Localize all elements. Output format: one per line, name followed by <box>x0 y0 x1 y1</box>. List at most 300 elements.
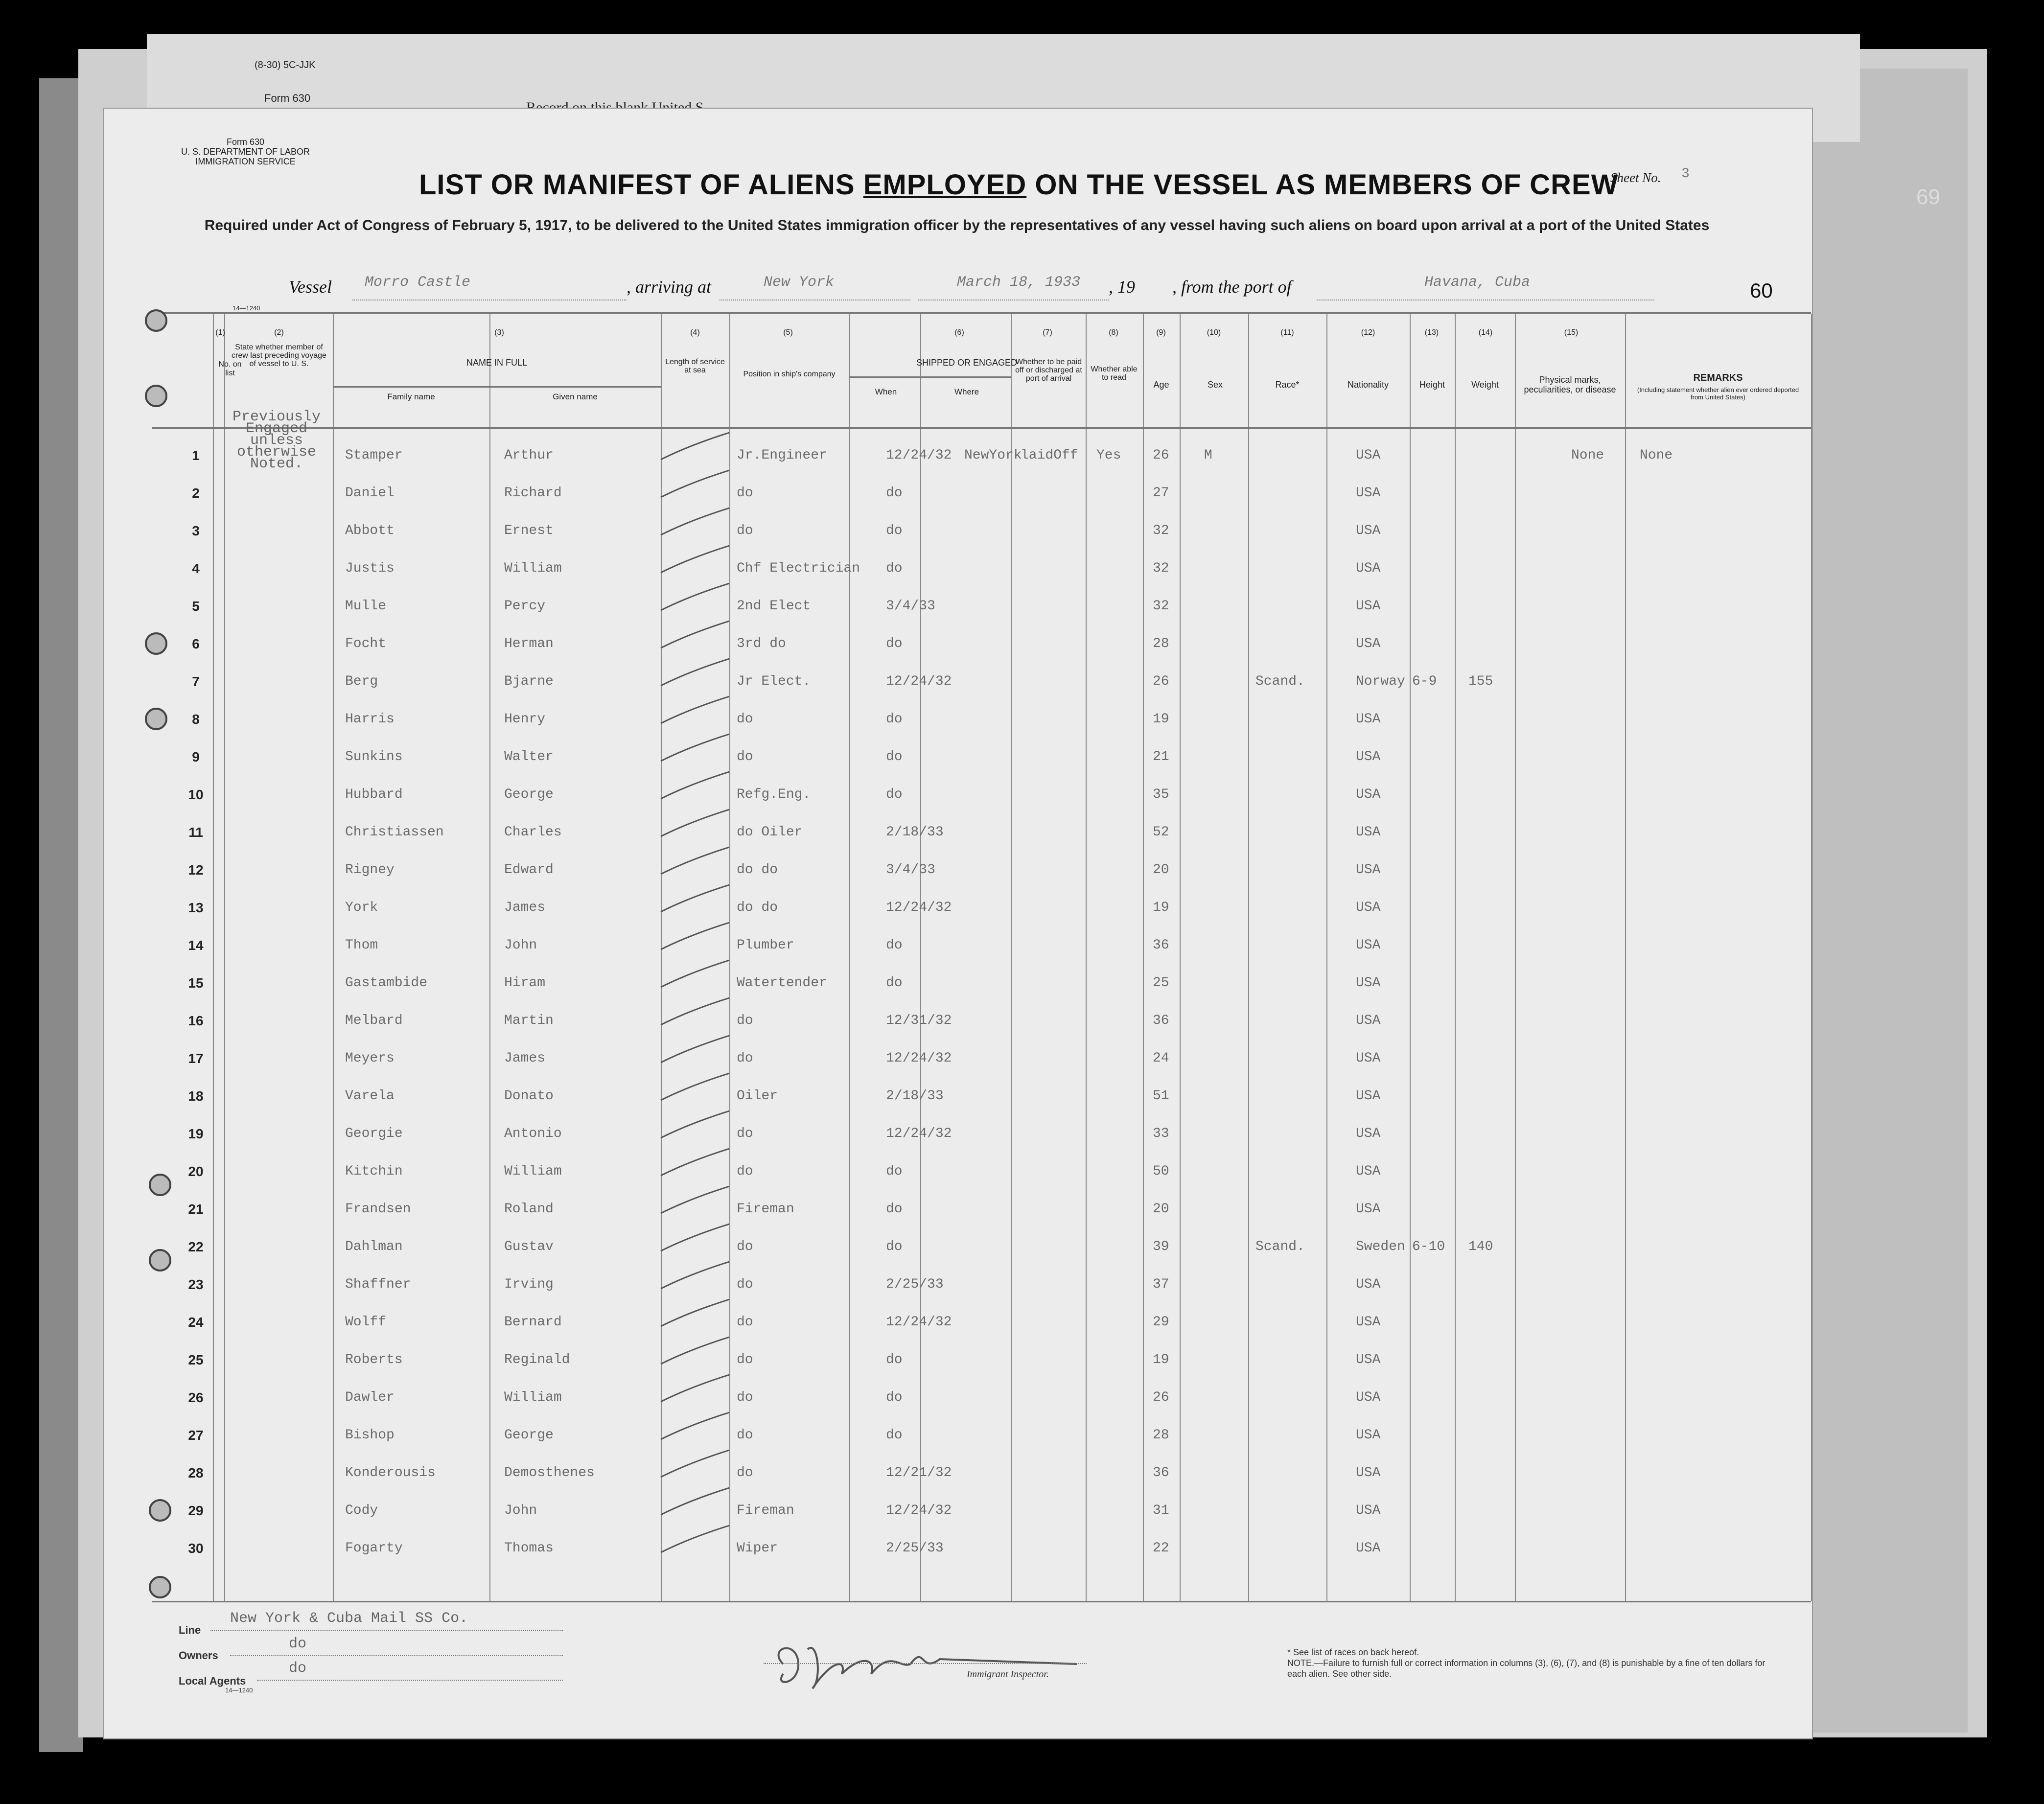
cell-nat: USA <box>1356 900 1381 915</box>
table-row <box>152 1114 1811 1152</box>
binder-hole <box>145 708 167 730</box>
cell-nat: USA <box>1356 599 1381 614</box>
service-tick-mark <box>656 1033 734 1067</box>
cell-age: 28 <box>1153 1428 1169 1443</box>
row-number: 27 <box>188 1428 204 1443</box>
service-tick-mark <box>656 807 734 841</box>
cell-given: Edward <box>504 862 554 878</box>
underlying-form-code: (8-30) 5C-JJK <box>255 60 316 70</box>
cell-age: 32 <box>1153 523 1169 538</box>
header-divider <box>152 427 1811 429</box>
cell-family: Fogarty <box>345 1541 403 1556</box>
cell-age: 36 <box>1153 1013 1169 1028</box>
cell-position: do <box>737 749 753 764</box>
binder-hole <box>149 1249 171 1272</box>
col-header-label: Physical marks, peculiarities, or disease <box>1524 375 1616 394</box>
cell-given: Hiram <box>504 975 546 991</box>
cell-age: 36 <box>1153 1465 1169 1480</box>
cell-family: Dawler <box>345 1390 395 1405</box>
row-number: 15 <box>188 975 204 991</box>
cell-given: William <box>504 1390 562 1405</box>
cell-when: 12/24/32 <box>886 448 952 463</box>
cell-position: Plumber <box>737 938 794 953</box>
cell-when: do <box>886 1390 903 1405</box>
service-tick-mark <box>656 468 734 502</box>
row-number: 18 <box>188 1088 204 1104</box>
cell-age: 22 <box>1153 1541 1169 1556</box>
service-tick-mark <box>656 1259 734 1294</box>
cell-age: 29 <box>1153 1315 1169 1330</box>
cell-nat: Norway <box>1356 674 1405 689</box>
cell-position: Oiler <box>737 1088 778 1104</box>
col-header-num: (5) <box>783 328 793 337</box>
cell-family: Meyers <box>345 1051 395 1066</box>
cell-age: 32 <box>1153 561 1169 576</box>
cell-when: do <box>886 938 903 953</box>
col-header-label: SHIPPED OR ENGAGED <box>916 358 1018 368</box>
stamp-line: Form 630 <box>227 137 265 147</box>
cell-given: William <box>504 1164 562 1179</box>
cell-position: 3rd do <box>737 636 786 651</box>
col-header-num: (12) <box>1361 328 1375 337</box>
table-row <box>152 1227 1811 1265</box>
row-number: 1 <box>192 448 200 463</box>
service-tick-mark <box>656 694 734 728</box>
cell-nat: USA <box>1356 787 1381 802</box>
col-header-label: State whether member of crew last preceding voyage of vessel to U. S. <box>232 343 326 368</box>
cell-family: Christiassen <box>345 825 444 840</box>
service-tick-mark <box>656 543 734 578</box>
cell-age: 31 <box>1153 1503 1169 1518</box>
cell-nat: USA <box>1356 1390 1381 1405</box>
cell-age: 35 <box>1153 787 1169 802</box>
corner-number: 60 <box>1750 279 1773 302</box>
cell-position: do <box>737 1164 753 1179</box>
col-header-label: Sex <box>1207 380 1223 390</box>
service-tick-mark <box>656 920 734 954</box>
col-header-label: Nationality <box>1347 380 1389 390</box>
row-number: 29 <box>188 1503 204 1518</box>
fill-line <box>764 1663 1087 1664</box>
cell-when: do <box>886 749 903 764</box>
cell-family: Rigney <box>345 862 395 878</box>
cell-given: Arthur <box>504 448 554 463</box>
col-header-sub: Where <box>954 387 979 396</box>
col-header-num: (9) <box>1156 328 1166 337</box>
header-divider <box>849 376 1011 378</box>
table-row <box>152 474 1811 511</box>
cell-given: Percy <box>504 599 546 614</box>
service-tick-mark <box>656 1071 734 1105</box>
form-code: 14—1240 <box>232 304 260 312</box>
arrival-date: March 18, 1933 <box>957 274 1081 291</box>
table-row <box>152 1077 1811 1114</box>
cell-paid: laidOff <box>1021 448 1078 463</box>
cell-age: 26 <box>1153 448 1169 463</box>
row-number: 11 <box>188 825 203 840</box>
cell-position: do <box>737 1277 753 1292</box>
cell-position: do <box>737 1126 753 1141</box>
table-row <box>152 1039 1811 1076</box>
cell-age: 20 <box>1153 1202 1169 1217</box>
cell-height: 6-10 <box>1412 1239 1445 1254</box>
service-tick-mark <box>656 619 734 653</box>
row-number: 19 <box>188 1126 204 1141</box>
row-number: 3 <box>192 523 200 538</box>
title-part: ON THE VESSEL AS MEMBERS OF CREW <box>1035 169 1619 201</box>
row-number: 26 <box>188 1390 204 1405</box>
cell-position: do do <box>737 900 778 915</box>
cell-family: Sunkins <box>345 749 403 764</box>
cell-nat: USA <box>1356 1315 1381 1330</box>
row-number: 16 <box>188 1013 204 1028</box>
cell-position: do <box>737 1239 753 1254</box>
row-number: 5 <box>192 599 200 614</box>
footer-form-code: 14—1240 <box>225 1687 253 1694</box>
col-header-label: Length of service at sea <box>665 358 725 374</box>
cell-nat: USA <box>1356 523 1381 538</box>
service-tick-mark <box>656 1335 734 1369</box>
underlying-form-number: Form 630 <box>264 92 311 104</box>
cell-height: 6-9 <box>1412 674 1437 689</box>
cell-when: do <box>886 975 903 991</box>
binder-hole <box>145 385 167 407</box>
cell-nat: USA <box>1356 636 1381 651</box>
from-port: Havana, Cuba <box>1424 274 1531 291</box>
service-tick-mark <box>656 995 734 1030</box>
cell-nat: USA <box>1356 825 1381 840</box>
cell-family: Cody <box>345 1503 378 1518</box>
cell-given: George <box>504 1428 554 1443</box>
cell-position: do <box>737 523 753 538</box>
binder-hole <box>145 309 167 332</box>
inspector-signature <box>764 1630 1082 1703</box>
inspector-label: Immigrant Inspector. <box>967 1669 1049 1680</box>
cell-age: 36 <box>1153 938 1169 953</box>
owners-label: Owners <box>179 1649 218 1662</box>
col-header-num: (14) <box>1478 328 1493 337</box>
line-label: Line <box>179 1624 201 1636</box>
col-header-num: (1) <box>215 328 225 337</box>
arriving-label: , arriving at <box>627 277 712 297</box>
cell-age: 28 <box>1153 636 1169 651</box>
cell-position: Fireman <box>737 1503 794 1518</box>
header-divider <box>333 386 661 388</box>
table-row <box>152 738 1811 775</box>
sheet-number: 3 <box>1681 166 1690 182</box>
cell-family: Frandsen <box>345 1202 411 1217</box>
row-number: 25 <box>188 1352 204 1367</box>
cell-family: Daniel <box>345 486 395 501</box>
col-header-label: Whether able to read <box>1091 365 1138 382</box>
service-tick-mark <box>656 1523 734 1557</box>
cell-given: Donato <box>504 1088 554 1104</box>
table-row <box>152 700 1811 737</box>
cell-given: Ernest <box>504 523 554 538</box>
cell-given: Antonio <box>504 1126 562 1141</box>
cell-family: York <box>345 900 378 915</box>
cell-remarks: None <box>1640 448 1673 463</box>
cell-position: Fireman <box>737 1202 794 1217</box>
row-number: 4 <box>192 561 200 576</box>
cell-position: Wiper <box>737 1541 778 1556</box>
cell-when: 2/18/33 <box>886 825 944 840</box>
cell-age: 19 <box>1153 900 1169 915</box>
cell-when: 12/24/32 <box>886 1315 952 1330</box>
table-row <box>152 1454 1811 1491</box>
crew-manifest-table <box>152 312 1811 1602</box>
vessel-label: Vessel <box>289 277 332 297</box>
cell-given: James <box>504 900 546 915</box>
cell-family: Bishop <box>345 1428 395 1443</box>
cell-given: Charles <box>504 825 562 840</box>
table-row <box>152 1529 1811 1566</box>
table-row <box>152 549 1811 586</box>
fill-line <box>230 1655 563 1656</box>
row-number: 9 <box>192 749 200 764</box>
cell-position: do Oiler <box>737 825 803 840</box>
cell-when: 2/25/33 <box>886 1277 944 1292</box>
cell-family: Gastambide <box>345 975 428 991</box>
cell-when: 12/24/32 <box>886 1503 952 1518</box>
service-tick-mark <box>656 1146 734 1180</box>
cell-position: do <box>737 712 753 727</box>
col-header-label: Age <box>1153 380 1169 390</box>
cell-position: do <box>737 1465 753 1480</box>
cell-age: 32 <box>1153 599 1169 614</box>
col-header-num: (7) <box>1043 328 1052 337</box>
stamp-line: U. S. DEPARTMENT OF LABOR <box>181 147 310 157</box>
col-header-sub: Given name <box>553 392 598 401</box>
col-header-label: REMARKS <box>1693 372 1743 383</box>
cell-given: Reginald <box>504 1352 570 1367</box>
cell-race: Scand. <box>1255 1239 1305 1254</box>
row-number: 24 <box>188 1315 204 1330</box>
fill-line <box>210 1630 563 1631</box>
vessel-name: Morro Castle <box>365 274 471 291</box>
cell-nat: USA <box>1356 1541 1381 1556</box>
cell-nat: USA <box>1356 486 1381 501</box>
cell-when: do <box>886 636 903 651</box>
cell-nat: USA <box>1356 1013 1381 1028</box>
col-header-label: Position in ship's company <box>743 370 836 378</box>
col-header-num: (2) <box>274 328 284 337</box>
row-number: 20 <box>188 1164 204 1179</box>
row-number: 8 <box>192 712 200 727</box>
cell-age: 26 <box>1153 674 1169 689</box>
row-number: 28 <box>188 1465 204 1480</box>
cell-position: Jr Elect. <box>737 674 811 689</box>
cell-age: 20 <box>1153 862 1169 878</box>
cell-nat: USA <box>1356 1465 1381 1480</box>
cell-nat: USA <box>1356 1503 1381 1518</box>
table-row <box>152 1190 1811 1227</box>
cell-nat: USA <box>1356 448 1381 463</box>
cell-family: Wolff <box>345 1315 387 1330</box>
local-agents-value: do <box>289 1660 307 1677</box>
row-number: 6 <box>192 636 200 651</box>
cell-race: Scand. <box>1255 674 1305 689</box>
table-row <box>152 851 1811 888</box>
col-header-label: Weight <box>1471 380 1499 390</box>
cell-family: Stamper <box>345 448 403 463</box>
cell-age: 33 <box>1153 1126 1169 1141</box>
cell-when: do <box>886 1164 903 1179</box>
col-header-sub: Family name <box>387 392 435 401</box>
cell-given: John <box>504 1503 537 1518</box>
table-row <box>152 813 1811 850</box>
cell-nat: USA <box>1356 862 1381 878</box>
col-header-num: (3) <box>494 328 504 337</box>
title-emphasis: EMPLOYED <box>863 169 1027 201</box>
cell-position: do <box>737 486 753 501</box>
service-tick-mark <box>656 1410 734 1444</box>
cell-when: 2/18/33 <box>886 1088 944 1104</box>
penalty-note: NOTE.—Failure to furnish full or correct information in columns (3), (6), (7), and (8) is punishable by a fine of ten dollars for each alien. See other side. <box>1287 1658 1765 1679</box>
fill-line <box>720 300 910 301</box>
cell-family: Justis <box>345 561 395 576</box>
table-row <box>152 775 1811 812</box>
cell-when: 2/25/33 <box>886 1541 944 1556</box>
cell-position: Chf Electrician <box>737 561 860 576</box>
col-header-label: No. on list <box>218 360 242 377</box>
page-subtitle: Required under Act of Congress of February 5, 1917, to be delivered to the United States immigration officer by the representatives of any vessel having such aliens on board upon arrival at a port of the United States <box>204 217 1710 233</box>
cell-when: 12/31/32 <box>886 1013 952 1028</box>
cell-nat: USA <box>1356 1088 1381 1104</box>
owners-value: do <box>289 1636 307 1652</box>
col-header-num: (6) <box>954 328 964 337</box>
col-header-num: (10) <box>1207 328 1221 337</box>
title-part: LIST OR MANIFEST OF ALIENS <box>419 169 855 201</box>
service-tick-mark <box>656 1372 734 1407</box>
cell-given: Henry <box>504 712 546 727</box>
cell-family: Varela <box>345 1088 395 1104</box>
service-tick-mark <box>656 732 734 766</box>
cell-when: 12/24/32 <box>886 1051 952 1066</box>
col-header-num: (13) <box>1424 328 1439 337</box>
cell-position: Watertender <box>737 975 827 991</box>
binder-hole <box>145 632 167 655</box>
table-row <box>152 1491 1811 1528</box>
cell-given: George <box>504 787 554 802</box>
cell-when: do <box>886 1428 903 1443</box>
cell-weight: 140 <box>1468 1239 1493 1254</box>
cell-family: Berg <box>345 674 378 689</box>
cell-family: Thom <box>345 938 378 953</box>
service-tick-mark <box>656 769 734 804</box>
cell-age: 37 <box>1153 1277 1169 1292</box>
cell-family: Abbott <box>345 523 395 538</box>
row-number: 12 <box>188 862 204 878</box>
cell-position: do <box>737 1051 753 1066</box>
cell-when: 12/24/32 <box>886 900 952 915</box>
cell-age: 52 <box>1153 825 1169 840</box>
cell-family: Melbard <box>345 1013 403 1028</box>
service-tick-mark <box>656 1184 734 1218</box>
cell-age: 21 <box>1153 749 1169 764</box>
cell-given: Irving <box>504 1277 554 1292</box>
cell-nat: USA <box>1356 712 1381 727</box>
cell-age: 26 <box>1153 1390 1169 1405</box>
cell-given: John <box>504 938 537 953</box>
cell-family: Kitchin <box>345 1164 403 1179</box>
cell-when: 3/4/33 <box>886 862 935 878</box>
cell-when: do <box>886 1239 903 1254</box>
cell-nat: Sweden <box>1356 1239 1405 1254</box>
table-row <box>152 1303 1811 1340</box>
fill-line <box>1317 300 1654 301</box>
cell-given: Roland <box>504 1202 554 1217</box>
cell-position: Refg.Eng. <box>737 787 811 802</box>
table-row <box>152 624 1811 662</box>
cell-given: Richard <box>504 486 562 501</box>
binder-hole <box>149 1576 171 1598</box>
cell-nat: USA <box>1356 1051 1381 1066</box>
local-agents-label: Local Agents <box>179 1675 246 1687</box>
cell-when: do <box>886 712 903 727</box>
footnotes <box>1287 1647 1767 1679</box>
cell-when: 12/24/32 <box>886 1126 952 1141</box>
cell-when: do <box>886 1202 903 1217</box>
service-tick-mark <box>656 958 734 992</box>
cell-family: Hubbard <box>345 787 403 802</box>
row-number: 7 <box>192 674 200 689</box>
cell-age: 19 <box>1153 1352 1169 1367</box>
service-tick-mark <box>656 506 734 540</box>
table-row <box>152 511 1811 549</box>
col-header-num: (15) <box>1564 328 1579 337</box>
col-header-num: (11) <box>1280 328 1294 337</box>
column-divider <box>1811 314 1812 1601</box>
binder-strip <box>39 78 83 1752</box>
binder-hole <box>149 1499 171 1522</box>
cell-position: do <box>737 1315 753 1330</box>
table-row <box>152 587 1811 624</box>
cell-family: Harris <box>345 712 395 727</box>
cell-nat: USA <box>1356 1202 1381 1217</box>
cell-family: Konderousis <box>345 1465 436 1480</box>
table-row <box>152 1001 1811 1039</box>
service-tick-mark <box>656 581 734 615</box>
cell-given: William <box>504 561 562 576</box>
cell-position: do do <box>737 862 778 878</box>
service-tick-mark <box>656 1485 734 1520</box>
fill-line <box>257 1680 563 1681</box>
col-header-label: Race* <box>1275 380 1300 390</box>
cell-when: 12/24/32 <box>886 674 952 689</box>
cell-nat: USA <box>1356 1277 1381 1292</box>
service-tick-mark <box>656 1448 734 1482</box>
stamp-line: IMMIGRATION SERVICE <box>195 157 296 166</box>
table-row <box>152 964 1811 1001</box>
cell-family: Focht <box>345 636 387 651</box>
service-tick-mark <box>656 882 734 917</box>
table-row <box>152 1416 1811 1453</box>
cell-position: Jr.Engineer <box>737 448 827 463</box>
row-number: 10 <box>188 787 204 802</box>
table-row <box>152 926 1811 963</box>
binder-hole <box>149 1174 171 1196</box>
row-number: 21 <box>188 1202 204 1217</box>
cell-nat: USA <box>1356 938 1381 953</box>
arriving-port: New York <box>764 274 835 291</box>
row-number: 22 <box>188 1239 204 1254</box>
table-row <box>152 1378 1811 1415</box>
cell-given: Bernard <box>504 1315 562 1330</box>
cell-given: James <box>504 1051 546 1066</box>
row-number: 30 <box>188 1541 204 1556</box>
col-header-num: (8) <box>1109 328 1118 337</box>
